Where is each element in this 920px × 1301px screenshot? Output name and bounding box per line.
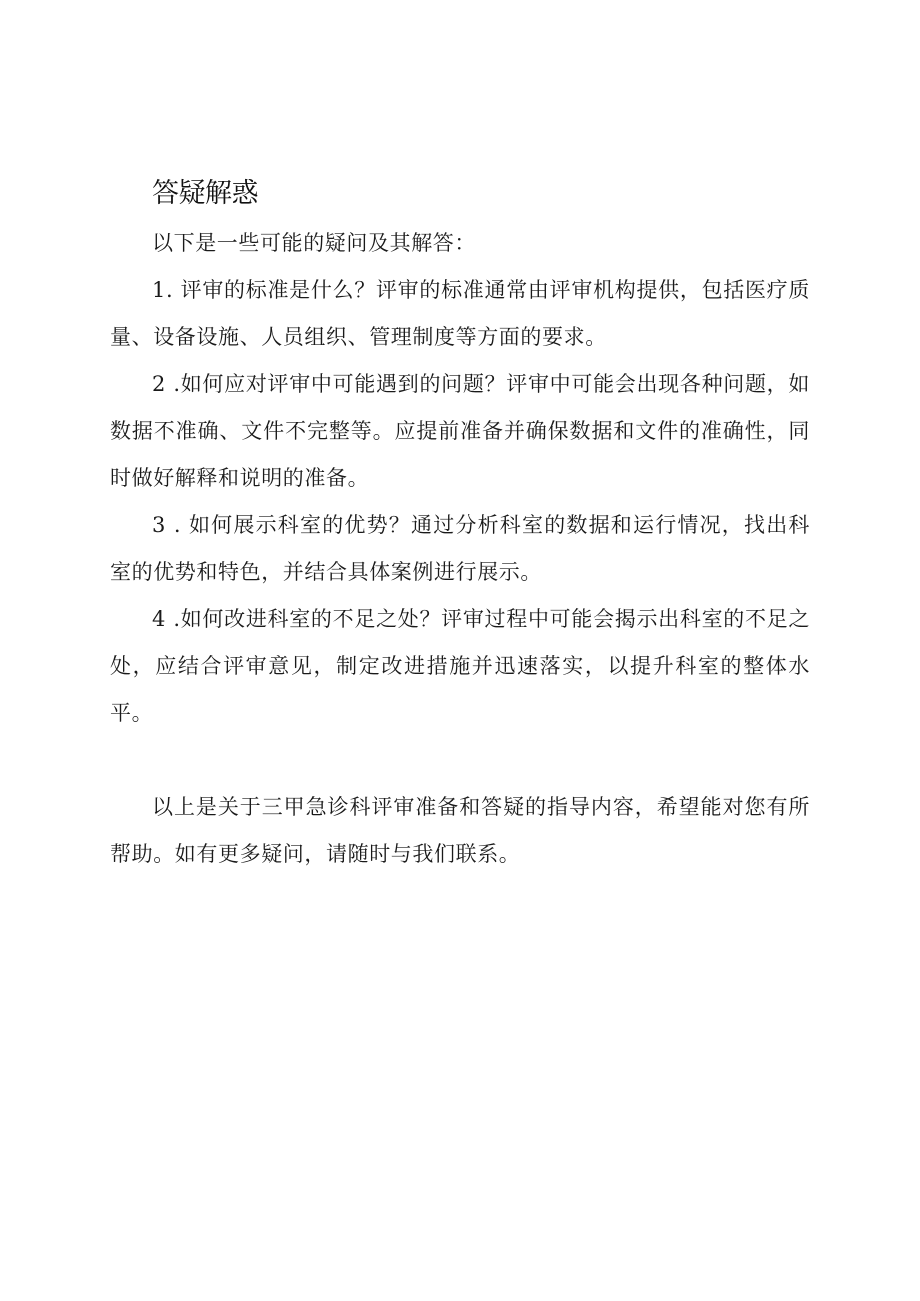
section-heading: 答疑解惑: [152, 178, 258, 209]
closing-paragraph: 以上是关于三甲急诊科评审准备和答疑的指导内容，希望能对您有所帮助。如有更多疑问，请随时与我们联系。: [110, 795, 810, 866]
qa-item-1: 1. 评审的标准是什么？评审的标准通常由评审机构提供，包括医疗质量、设备设施、人员组织、管理制度等方面的要求。: [110, 278, 810, 349]
document-body: [110, 172, 810, 878]
qa-item-4: 4 .如何改进科室的不足之处？评审过程中可能会揭示出科室的不足之处，应结合评审意见，制定改进措施并迅速落实，以提升科室的整体水平。: [110, 607, 810, 725]
qa-item-2: 2 .如何应对评审中可能遇到的问题？评审中可能会出现各种问题，如数据不准确、文件不完整等。应提前准备并确保数据和文件的准确性，同时做好解释和说明的准备。: [110, 372, 810, 490]
qa-item-3: 3 . 如何展示科室的优势？通过分析科室的数据和运行情况，找出科室的优势和特色，并结合具体案例进行展示。: [110, 513, 810, 584]
intro-paragraph: 以下是一些可能的疑问及其解答：: [152, 231, 476, 255]
